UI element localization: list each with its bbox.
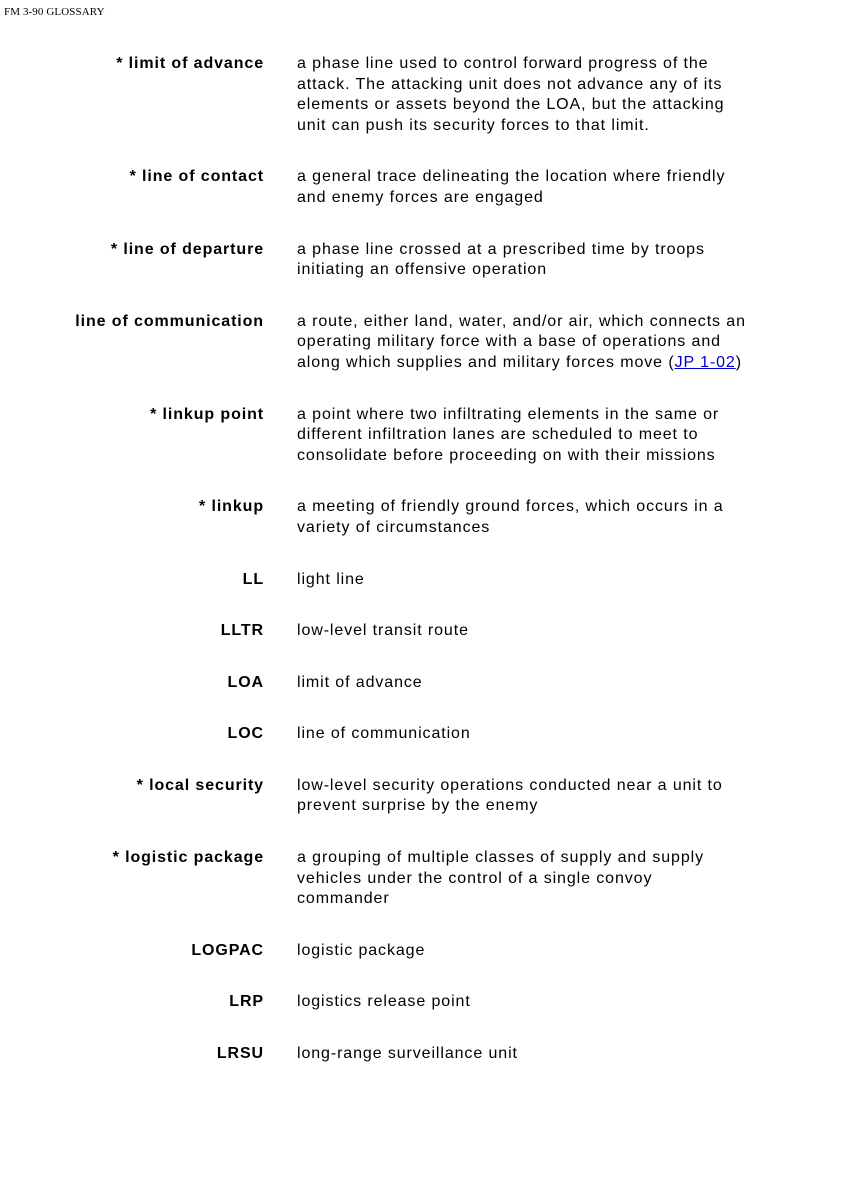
glossary-entry-line-of-communication <box>0 312 846 374</box>
glossary-definition: a phase line used to control forward progress of the attack. The attacking unit does not advance any of its elements or assets beyond the LOA, but the attacking unit can push its security forces to that limit. <box>297 55 725 134</box>
glossary-term: LOGPAC <box>191 941 264 959</box>
glossary-definition: low-level security operations conducted near a unit to prevent surprise by the enemy <box>297 776 723 815</box>
reference-link-jp-1-02[interactable]: JP 1-02 <box>674 353 736 371</box>
glossary-entry-lrsu <box>0 1044 846 1065</box>
glossary-entry-limit-of-advance <box>0 54 846 136</box>
glossary-list <box>0 54 846 1096</box>
glossary-term: * line of departure <box>110 240 264 258</box>
glossary-definition: a general trace delineating the location where friendly and enemy forces are engaged <box>297 168 726 206</box>
glossary-term: * logistic package <box>112 849 264 867</box>
glossary-term: * local security <box>136 776 264 794</box>
definition-text-end: ) <box>735 353 742 371</box>
glossary-definition: a point where two infiltrating elements in the same or different infiltration lanes are scheduled to meet to consolidate before proceeding on with their missions <box>297 405 720 464</box>
glossary-entry-loc <box>0 724 846 745</box>
glossary-entry-local-security <box>0 776 846 817</box>
glossary-definition: a meeting of friendly ground forces, which occurs in a variety of circumstances <box>297 498 724 536</box>
glossary-definition: logistic package <box>297 941 426 959</box>
glossary-entry-ll <box>0 570 846 591</box>
glossary-entry-logistic-package <box>0 848 846 910</box>
glossary-definition: light line <box>297 570 365 588</box>
running-header: FM 3-90 GLOSSARY <box>4 6 105 18</box>
glossary-entry-lrp <box>0 992 846 1013</box>
glossary-definition: line of communication <box>297 725 471 743</box>
glossary-term: LL <box>242 570 264 588</box>
glossary-definition: limit of advance <box>297 673 423 691</box>
glossary-term: LRSU <box>216 1045 264 1063</box>
glossary-entry-line-of-contact <box>0 167 846 208</box>
glossary-entry-line-of-departure <box>0 240 846 281</box>
glossary-definition <box>297 312 747 374</box>
glossary-definition: long-range surveillance unit <box>297 1045 518 1063</box>
glossary-term: * linkup <box>199 498 264 516</box>
glossary-term: * linkup point <box>150 405 264 423</box>
glossary-entry-loa <box>0 673 846 694</box>
glossary-term: LRP <box>229 993 264 1011</box>
glossary-definition: a grouping of multiple classes of supply and supply vehicles under the control of a single convoy commander <box>297 849 705 908</box>
glossary-term: LOA <box>227 673 264 691</box>
glossary-definition: low-level transit route <box>297 622 469 640</box>
glossary-definition: logistics release point <box>297 993 471 1011</box>
glossary-entry-linkup-point <box>0 405 846 467</box>
glossary-term: LLTR <box>220 622 264 640</box>
definition-text: a route, either land, water, and/or air, which connects an operating military force with a base of operations and along which supplies and military forces move ( <box>297 312 746 371</box>
glossary-entry-lltr <box>0 621 846 642</box>
glossary-term: * limit of advance <box>116 55 264 72</box>
glossary-entry-logpac <box>0 941 846 962</box>
glossary-entry-linkup <box>0 497 846 538</box>
glossary-term: * line of contact <box>129 168 264 186</box>
glossary-term: line of communication <box>75 312 264 330</box>
glossary-term: LOC <box>227 725 264 743</box>
glossary-definition: a phase line crossed at a prescribed time by troops initiating an offensive operation <box>297 240 705 279</box>
